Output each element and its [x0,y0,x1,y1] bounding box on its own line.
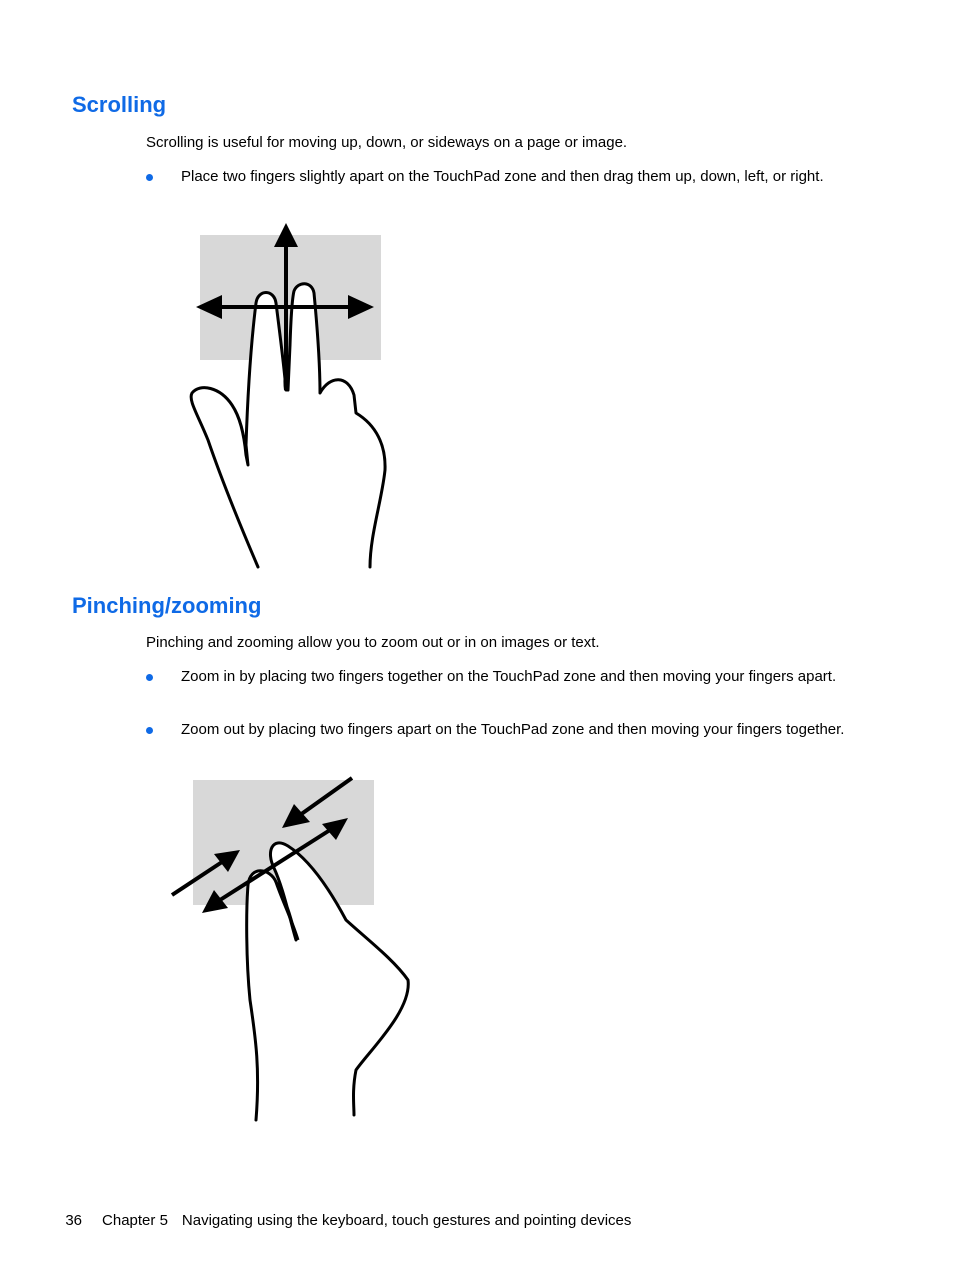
scrolling-bullet-text: Place two fingers slightly apart on the TouchPad zone and then drag them up, down, left, or right. [181,168,824,185]
bullet-icon [146,674,153,681]
zoom-in-bullet-text: Zoom in by placing two fingers together on the TouchPad zone and then moving your fingers apart. [181,668,837,685]
chapter-label: Chapter 5 [102,1212,168,1229]
pinching-heading: Pinching/zooming [72,593,262,618]
page-number: 36 [65,1212,83,1229]
scrolling-heading: Scrolling [72,92,167,117]
bullet-icon [146,727,153,734]
two-finger-scroll-illustration [180,215,410,570]
page-footer [57,1192,631,1230]
scrolling-intro: Scrolling is useful for moving up, down, or sideways on a page or image. [146,134,628,151]
pinching-intro: Pinching and zooming allow you to zoom out or in on images or text. [146,634,600,651]
bullet-icon [146,174,153,181]
zoom-out-bullet-text: Zoom out by placing two fingers apart on the TouchPad zone and then moving your fingers together. [181,721,845,738]
pinch-zoom-illustration [160,770,420,1125]
chapter-title: Navigating using the keyboard, touch gestures and pointing devices [181,1212,632,1229]
